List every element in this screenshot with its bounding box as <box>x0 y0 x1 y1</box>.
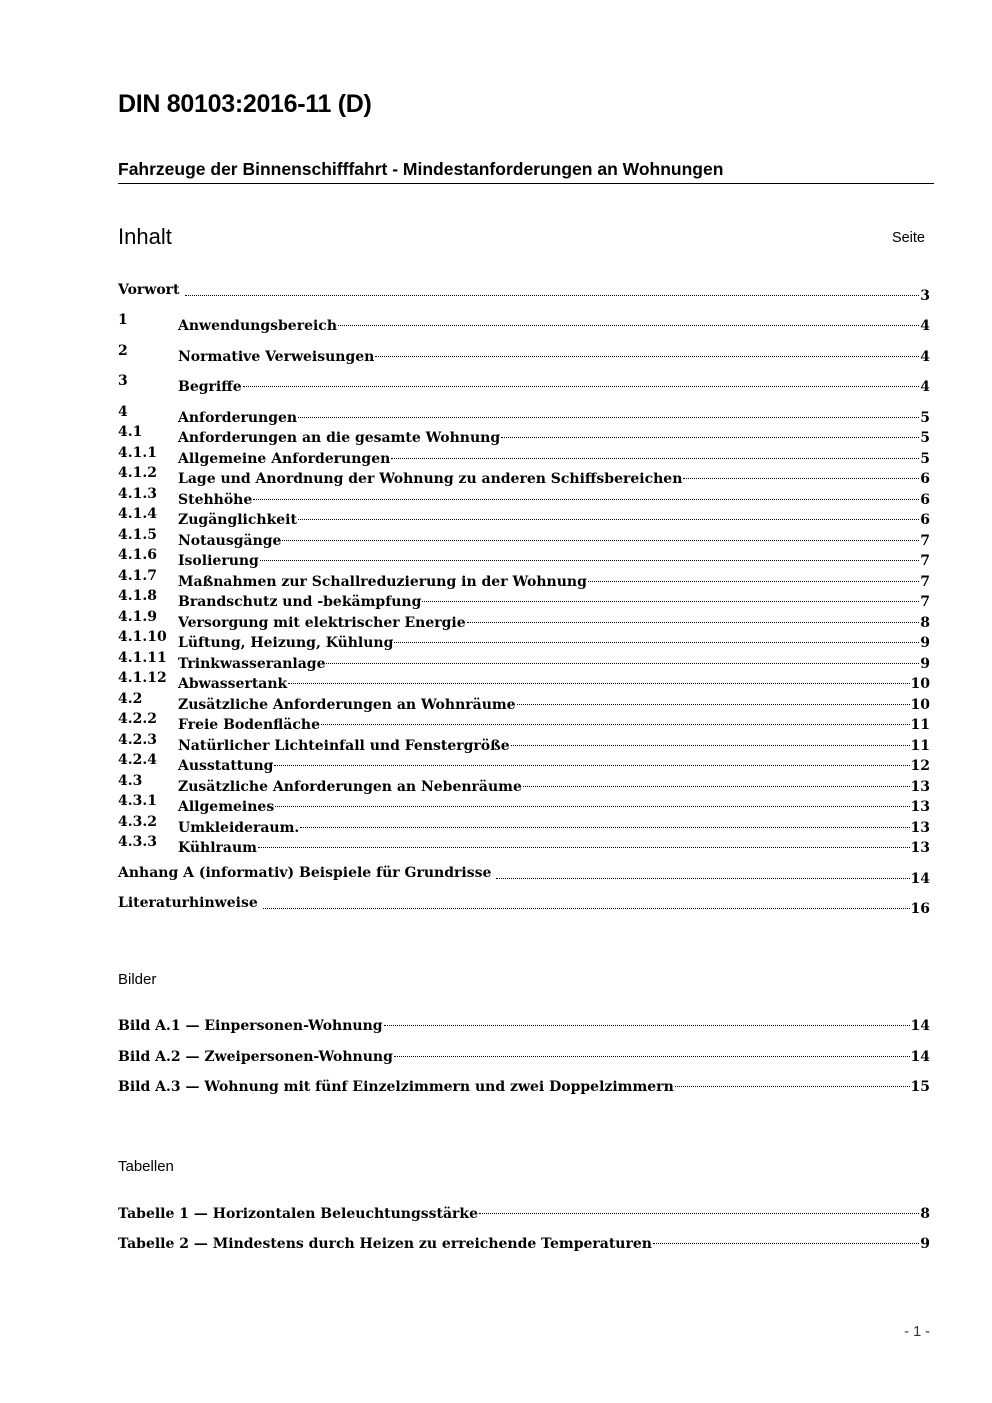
toc-entry-number: 4.1.12 <box>118 670 167 686</box>
dot-leader <box>683 463 919 483</box>
toc-entry[interactable] <box>118 863 930 887</box>
toc-entry-title: Normative Verweisungen <box>178 349 375 365</box>
toc-entry-title: Anwendungsbereich <box>178 318 337 334</box>
dot-leader <box>300 812 909 832</box>
dot-leader <box>375 341 919 361</box>
toc-entry-number: 3 <box>118 373 128 389</box>
toc-entry-number: 4.1.2 <box>118 465 157 481</box>
toc-entry[interactable] <box>118 668 930 692</box>
toc-entry[interactable] <box>118 893 930 917</box>
dot-leader <box>588 566 919 586</box>
toc-entry-number: 4.1.6 <box>118 547 157 563</box>
toc-entry[interactable] <box>118 280 930 304</box>
toc-entry-title: Abwassertank <box>178 676 288 692</box>
toc-entry-title: Trinkwasseranlage <box>178 656 326 672</box>
toc-entry-page: 5 <box>920 410 930 426</box>
toc-entry-number: 4.1.8 <box>118 588 157 604</box>
dot-leader <box>467 607 920 627</box>
dot-leader <box>243 371 920 391</box>
dot-leader <box>384 1010 910 1030</box>
toc-entry[interactable] <box>118 443 930 467</box>
toc-heading: Inhalt <box>118 224 172 249</box>
toc-entry-title: Zusätzliche Anforderungen an Wohnräume <box>178 697 516 713</box>
toc-entry-page: 4 <box>920 318 930 334</box>
toc-entry-page: 9 <box>920 656 930 672</box>
toc-entry-page: 4 <box>920 379 930 395</box>
toc-entry-number: 4.3.2 <box>118 814 157 830</box>
toc-entry-number: 4.1.3 <box>118 486 157 502</box>
toc-entry-number: 4.1.10 <box>118 629 167 645</box>
toc-entry-page: 8 <box>920 615 930 631</box>
dot-leader <box>253 484 919 504</box>
page-column-label: Seite <box>891 230 925 246</box>
toc-entry-number: 2 <box>118 343 128 359</box>
toc-entry[interactable] <box>118 750 930 774</box>
toc-entry-title: Zugänglichkeit <box>178 512 297 528</box>
toc-entry-number: 4.1.5 <box>118 527 157 543</box>
toc-entry-page: 11 <box>910 717 930 733</box>
toc-entry[interactable] <box>118 566 930 590</box>
dot-leader <box>517 689 910 709</box>
toc-entry-page: 7 <box>920 594 930 610</box>
toc-entry[interactable] <box>118 689 930 713</box>
dot-leader <box>298 402 919 422</box>
dot-leader <box>391 443 919 463</box>
toc-entry-title: Lüftung, Heizung, Kühlung <box>178 635 394 651</box>
toc-entry[interactable] <box>118 341 930 365</box>
dot-leader <box>675 1071 910 1091</box>
toc-entry-title: Zusätzliche Anforderungen an Nebenräume <box>178 779 522 795</box>
toc-entry-title: Isolierung <box>178 553 259 569</box>
toc-entry[interactable] <box>118 402 930 426</box>
dot-leader <box>321 709 910 729</box>
toc-entry-number: Literaturhinweise <box>118 895 258 911</box>
toc-entry[interactable] <box>118 627 930 651</box>
dot-leader <box>275 791 909 811</box>
toc-entry-page: 15 <box>910 1079 930 1095</box>
toc-entry-title: Bild A.2 — Zweipersonen-Wohnung <box>118 1049 393 1065</box>
toc-entry-number: 4.3.1 <box>118 793 157 809</box>
toc-entry[interactable] <box>118 484 930 508</box>
dot-leader <box>298 504 919 524</box>
figure-entry[interactable] <box>118 1071 930 1095</box>
toc-entry-title: Ausstattung <box>178 758 274 774</box>
toc-entry-page: 11 <box>910 738 930 754</box>
toc-entry-title: Brandschutz und -bekämpfung <box>178 594 422 610</box>
toc-entry-title: Notausgänge <box>178 533 282 549</box>
dot-leader <box>523 771 910 791</box>
figures-heading: Bilder <box>118 971 157 988</box>
dot-leader <box>185 280 920 300</box>
toc-entry-page: 10 <box>910 697 930 713</box>
toc-entry-title: Stehhöhe <box>178 492 253 508</box>
figure-entry[interactable] <box>118 1041 930 1065</box>
dot-leader <box>326 648 919 668</box>
toc-entry-title: Natürlicher Lichteinfall und Fenstergröße <box>178 738 510 754</box>
toc-entry-number: 4.1.1 <box>118 445 157 461</box>
toc-entry[interactable] <box>118 832 930 856</box>
dot-leader <box>422 586 919 606</box>
toc-entry-page: 8 <box>920 1206 930 1222</box>
toc-entry[interactable] <box>118 422 930 446</box>
page-number: - 1 - <box>904 1324 930 1340</box>
toc-entry[interactable] <box>118 812 930 836</box>
dot-leader <box>263 893 910 913</box>
toc-entry[interactable] <box>118 586 930 610</box>
toc-entry-number: 4.1.7 <box>118 568 157 584</box>
toc-entry-number: 4.1.9 <box>118 609 157 625</box>
toc-entry-title: Freie Bodenfläche <box>178 717 320 733</box>
figure-entry[interactable] <box>118 1010 930 1034</box>
toc-entry-title: Tabelle 1 — Horizontalen Beleuchtungsstärke <box>118 1206 479 1222</box>
toc-entry-title: Bild A.3 — Wohnung mit fünf Einzelzimmern und zwei Doppelzimmern <box>118 1079 674 1095</box>
toc-entry-page: 6 <box>920 512 930 528</box>
dot-leader <box>338 310 919 330</box>
toc-entry-title: Maßnahmen zur Schallreduzierung in der Wohnung <box>178 574 587 590</box>
dot-leader <box>282 525 919 545</box>
toc-entry-page: 7 <box>920 553 930 569</box>
toc-entry-page: 5 <box>920 451 930 467</box>
toc-entry-number: 4 <box>118 404 128 420</box>
toc-entry-title: Begriffe <box>178 379 242 395</box>
toc-entry-title: Kühlraum <box>178 840 257 856</box>
toc-entry-page: 5 <box>920 430 930 446</box>
toc-entry-page: 14 <box>910 871 930 887</box>
toc-entry[interactable] <box>118 545 930 569</box>
toc-entry-title: Lage und Anordnung der Wohnung zu anderen Schiffsbereichen <box>178 471 683 487</box>
dot-leader <box>274 750 909 770</box>
toc-entry-page: 13 <box>910 820 930 836</box>
toc-entry-title: Anforderungen an die gesamte Wohnung <box>178 430 501 446</box>
dot-leader <box>258 832 910 852</box>
toc-entry-page: 7 <box>920 533 930 549</box>
toc-entry-title: Umkleideraum. <box>178 820 300 836</box>
toc-entry-title: Versorgung mit elektrischer Energie <box>178 615 466 631</box>
toc-entry-page: 14 <box>910 1049 930 1065</box>
toc-entry-number: 4.3 <box>118 773 143 789</box>
toc-entry-number: 4.2.2 <box>118 711 157 727</box>
toc-entry-page: 9 <box>920 1236 930 1252</box>
dot-leader <box>511 730 910 750</box>
toc-entry-number: 4.2.4 <box>118 752 157 768</box>
toc-entry-number: 4.3.3 <box>118 834 157 850</box>
toc-entry-page: 6 <box>920 471 930 487</box>
toc-entry-page: 13 <box>910 840 930 856</box>
toc-entry[interactable] <box>118 310 930 334</box>
dot-leader <box>501 422 919 442</box>
toc-entry[interactable] <box>118 730 930 754</box>
toc-entry[interactable] <box>118 709 930 733</box>
dot-leader <box>653 1228 919 1248</box>
toc-entry[interactable] <box>118 607 930 631</box>
toc-entry[interactable] <box>118 371 930 395</box>
toc-entry-title: Allgemeines <box>178 799 275 815</box>
toc-entry[interactable] <box>118 463 930 487</box>
document-subtitle: Fahrzeuge der Binnenschifffahrt - Mindestanforderungen an Wohnungen <box>118 159 934 184</box>
toc-entry[interactable] <box>118 648 930 672</box>
dot-leader <box>496 863 909 883</box>
table-entry[interactable] <box>118 1228 930 1252</box>
toc-entry-page: 6 <box>920 492 930 508</box>
toc-entry-page: 13 <box>910 799 930 815</box>
toc-entry-title: Tabelle 2 — Mindestens durch Heizen zu erreichende Temperaturen <box>118 1236 652 1252</box>
dot-leader <box>288 668 909 688</box>
toc-entry-number: 4.1 <box>118 424 143 440</box>
toc-entry-title: Anforderungen <box>178 410 298 426</box>
toc-entry-page: 3 <box>920 288 930 304</box>
toc-entry-page: 12 <box>910 758 930 774</box>
dot-leader <box>394 1041 910 1061</box>
dot-leader <box>260 545 919 565</box>
document-title: DIN 80103:2016-11 (D) <box>118 90 372 118</box>
toc-entry[interactable] <box>118 525 930 549</box>
toc-entry-page: 4 <box>920 349 930 365</box>
toc-entry-number: 4.1.11 <box>118 650 167 666</box>
toc-entry-page: 9 <box>920 635 930 651</box>
tables-heading: Tabellen <box>118 1158 174 1175</box>
dot-leader <box>479 1198 919 1218</box>
toc-entry-page: 10 <box>910 676 930 692</box>
table-entry[interactable] <box>118 1198 930 1222</box>
toc-entry-number: 1 <box>118 312 128 328</box>
toc-entry-page: 14 <box>910 1018 930 1034</box>
toc-entry-title: Allgemeine Anforderungen <box>178 451 391 467</box>
toc-entry[interactable] <box>118 791 930 815</box>
toc-entry-page: 7 <box>920 574 930 590</box>
toc-entry-number: 4.2.3 <box>118 732 157 748</box>
toc-entry[interactable] <box>118 504 930 528</box>
toc-entry-number: Vorwort <box>118 282 180 298</box>
toc-entry-page: 13 <box>910 779 930 795</box>
toc-entry-number: 4.1.4 <box>118 506 157 522</box>
toc-entry-page: 16 <box>910 901 930 917</box>
dot-leader <box>394 627 919 647</box>
toc-entry-number: 4.2 <box>118 691 143 707</box>
toc-entry-number: Anhang A (informativ) Beispiele für Grundrisse <box>118 865 492 881</box>
toc-entry[interactable] <box>118 771 930 795</box>
toc-entry-title: Bild A.1 — Einpersonen-Wohnung <box>118 1018 383 1034</box>
